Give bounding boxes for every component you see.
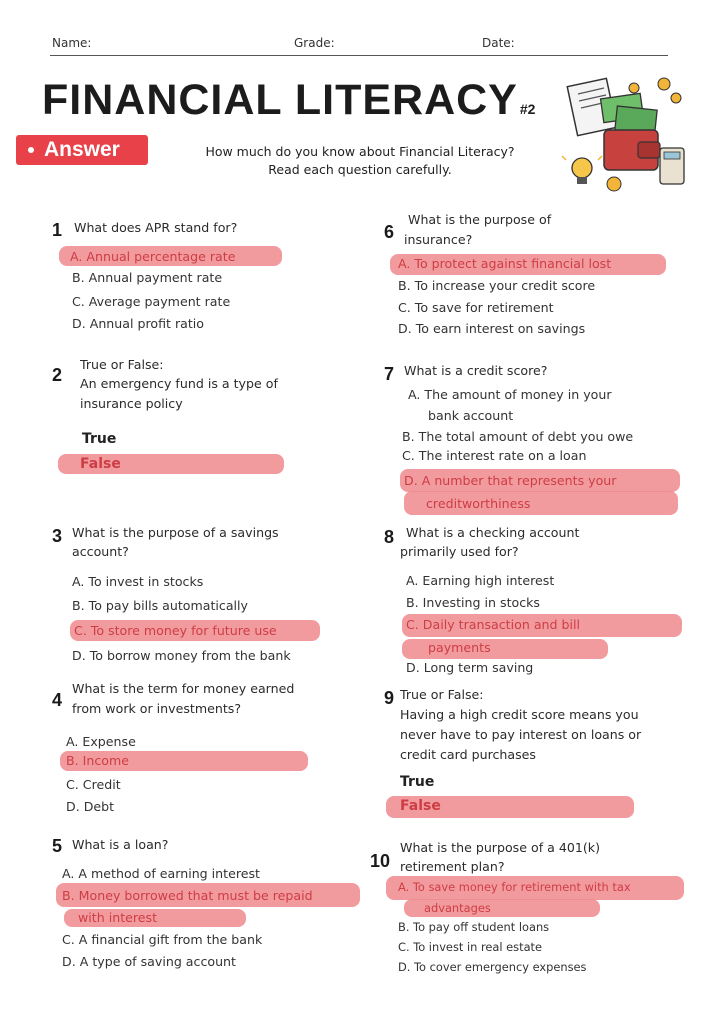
option-d: D. A number that represents your xyxy=(404,473,617,488)
grade-label: Grade: xyxy=(294,36,335,50)
option-b: B. The total amount of debt you owe xyxy=(402,429,634,444)
question-text: What is the purpose of a savings xyxy=(72,525,279,540)
option-a-continued: bank account xyxy=(428,408,514,423)
option-d: D. To cover emergency expenses xyxy=(398,960,587,974)
option-b: B. Investing in stocks xyxy=(406,595,540,610)
question-text: What is the purpose of a 401(k) xyxy=(400,840,601,855)
option-c: C. To save for retirement xyxy=(398,300,554,315)
option-false: False xyxy=(80,456,121,472)
intro-text: How much do you know about Financial Literacy? Read each question carefully. xyxy=(205,144,515,177)
option-c: C. The interest rate on a loan xyxy=(402,448,587,463)
question-text: What is a credit score? xyxy=(404,363,548,378)
name-label: Name: xyxy=(52,36,92,50)
option-b: B. To increase your credit score xyxy=(398,278,596,293)
option-b: B. Income xyxy=(66,753,129,768)
question-number: 6 xyxy=(384,222,395,242)
option-d: D. Annual profit ratio xyxy=(72,316,204,331)
question-number: 10 xyxy=(370,851,391,871)
question-text: What does APR stand for? xyxy=(74,220,238,235)
option-a: A. To invest in stocks xyxy=(72,574,204,589)
date-label: Date: xyxy=(482,36,515,50)
question-text: insurance? xyxy=(404,232,473,247)
question-text: What is a loan? xyxy=(72,837,169,852)
header-divider xyxy=(50,55,668,56)
option-true: True xyxy=(400,774,435,790)
question-text: What is the term for money earned xyxy=(72,681,295,696)
question-text: insurance policy xyxy=(80,396,183,411)
option-a: A. To protect against financial lost xyxy=(398,256,612,271)
option-true: True xyxy=(82,431,117,447)
option-c: C. A financial gift from the bank xyxy=(62,932,263,947)
title-number: #2 xyxy=(519,101,536,117)
option-c: C. Average payment rate xyxy=(72,294,231,309)
question-number: 9 xyxy=(384,688,395,708)
option-b: B. Money borrowed that must be repaid xyxy=(62,888,313,903)
option-c: C. Credit xyxy=(66,777,121,792)
question-text: What is a checking account xyxy=(406,525,580,540)
question-number: 2 xyxy=(52,365,63,385)
question-text: An emergency fund is a type of xyxy=(80,376,278,391)
option-b: B. To pay off student loans xyxy=(398,920,550,934)
question-text: credit card purchases xyxy=(400,747,536,762)
question-text: account? xyxy=(72,544,129,559)
question-number: 8 xyxy=(384,527,395,547)
option-d: D. A type of saving account xyxy=(62,954,236,969)
option-d: D. Long term saving xyxy=(406,660,534,675)
option-a: A. The amount of money in your xyxy=(408,387,612,402)
option-c: C. To store money for future use xyxy=(74,623,277,638)
option-a: A. Annual percentage rate xyxy=(70,249,236,264)
option-d-continued: creditworthiness xyxy=(426,496,531,511)
question-text: never have to pay interest on loans or xyxy=(400,727,642,742)
question-number: 5 xyxy=(52,836,63,856)
finance-illustration-icon xyxy=(560,68,690,198)
option-a: A. To save money for retirement with tax xyxy=(398,880,631,894)
option-b: B. Annual payment rate xyxy=(72,270,223,285)
question-number: 3 xyxy=(52,526,63,546)
option-a: A. A method of earning interest xyxy=(62,866,260,881)
option-c-continued: payments xyxy=(428,640,491,655)
option-a: A. Earning high interest xyxy=(406,573,555,588)
question-text: What is the purpose of xyxy=(408,212,552,227)
option-false: False xyxy=(400,798,441,814)
question-text: True or False: xyxy=(80,357,164,372)
option-b: B. To pay bills automatically xyxy=(72,598,248,613)
option-a: A. Expense xyxy=(66,734,136,749)
option-c: C. To invest in real estate xyxy=(398,940,543,954)
answer-badge: Answer xyxy=(16,135,148,165)
option-d: D. To earn interest on savings xyxy=(398,321,586,336)
option-d: D. Debt xyxy=(66,799,115,814)
page-title: FINANCIAL LITERACY #2 xyxy=(42,76,536,124)
option-b-continued: with interest xyxy=(78,910,158,925)
question-number: 4 xyxy=(52,690,63,710)
option-c: C. Daily transaction and bill xyxy=(406,617,581,632)
question-text: Having a high credit score means you xyxy=(400,707,639,722)
option-d: D. To borrow money from the bank xyxy=(72,648,291,663)
question-text: True or False: xyxy=(400,687,484,702)
question-number: 1 xyxy=(52,220,63,240)
question-text: primarily used for? xyxy=(400,544,519,559)
option-a-continued: advantages xyxy=(424,901,491,915)
question-text: from work or investments? xyxy=(72,701,242,716)
bullet-icon xyxy=(28,147,34,153)
question-text: retirement plan? xyxy=(400,859,505,874)
question-number: 7 xyxy=(384,364,395,384)
